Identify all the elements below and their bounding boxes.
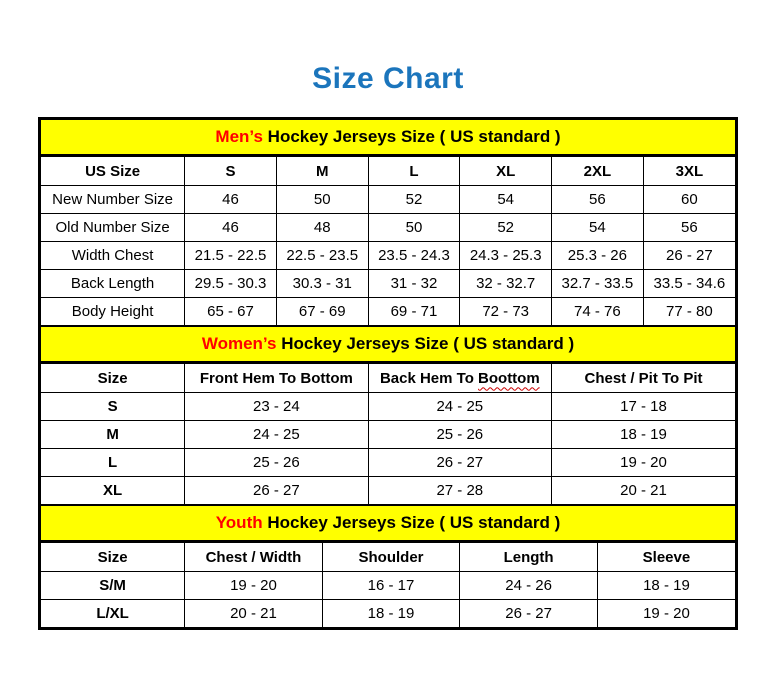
banner-youth-highlight: Youth <box>215 513 263 532</box>
youth-header-cell: Shoulder <box>322 543 460 572</box>
mens-cell: 60 <box>643 186 735 214</box>
mens-cell: 30.3 - 31 <box>276 270 368 298</box>
banner-womens-text: Hockey Jerseys Size ( US standard ) <box>276 334 575 353</box>
mens-cell: 23.5 - 24.3 <box>368 242 460 270</box>
youth-cell: 19 - 20 <box>597 600 735 628</box>
mens-cell: 56 <box>552 186 644 214</box>
womens-cell: 26 - 27 <box>185 477 368 505</box>
womens-row-label: S <box>41 393 185 421</box>
mens-cell: 54 <box>552 214 644 242</box>
mens-cell: 46 <box>185 186 277 214</box>
banner-mens-highlight: Men’s <box>215 127 263 146</box>
mens-row-label: Old Number Size <box>41 214 185 242</box>
mens-cell: 31 - 32 <box>368 270 460 298</box>
mens-cell: 52 <box>368 186 460 214</box>
womens-row <box>41 449 735 477</box>
mens-header-cell: 3XL <box>643 157 735 186</box>
womens-cell: 24 - 25 <box>368 393 551 421</box>
mens-cell: 50 <box>276 186 368 214</box>
womens-row-label: M <box>41 421 185 449</box>
youth-cell: 20 - 21 <box>185 600 323 628</box>
page-title: Size Chart <box>312 62 464 95</box>
banner-womens <box>41 325 735 363</box>
youth-row <box>41 600 735 628</box>
youth-header-cell: Chest / Width <box>185 543 323 572</box>
youth-row-label: S/M <box>41 572 185 600</box>
mens-header-cell: L <box>368 157 460 186</box>
womens-header-cell: Chest / Pit To Pit <box>552 364 735 393</box>
mens-table <box>41 156 735 325</box>
mens-cell: 72 - 73 <box>460 298 552 326</box>
banner-mens <box>41 120 735 156</box>
mens-cell: 32.7 - 33.5 <box>552 270 644 298</box>
youth-header-cell: Size <box>41 543 185 572</box>
youth-cell: 18 - 19 <box>597 572 735 600</box>
womens-cell: 26 - 27 <box>368 449 551 477</box>
mens-row-label: Back Length <box>41 270 185 298</box>
mens-row <box>41 242 735 270</box>
mens-cell: 22.5 - 23.5 <box>276 242 368 270</box>
mens-header-cell: US Size <box>41 157 185 186</box>
womens-cell: 18 - 19 <box>552 421 735 449</box>
mens-row-label: New Number Size <box>41 186 185 214</box>
mens-row-label: Body Height <box>41 298 185 326</box>
womens-cell: 20 - 21 <box>552 477 735 505</box>
womens-header-row <box>41 364 735 393</box>
mens-cell: 33.5 - 34.6 <box>643 270 735 298</box>
womens-cell: 24 - 25 <box>185 421 368 449</box>
womens-table <box>41 363 735 504</box>
mens-row <box>41 214 735 242</box>
mens-cell: 48 <box>276 214 368 242</box>
womens-cell: 23 - 24 <box>185 393 368 421</box>
mens-cell: 50 <box>368 214 460 242</box>
womens-cell: 19 - 20 <box>552 449 735 477</box>
womens-header-cell: Front Hem To Bottom <box>185 364 368 393</box>
misspelled-word: Boottom <box>478 369 540 387</box>
womens-row-label: XL <box>41 477 185 505</box>
womens-header-cell: Back Hem To Boottom <box>368 364 551 393</box>
mens-cell: 46 <box>185 214 277 242</box>
womens-cell: 17 - 18 <box>552 393 735 421</box>
banner-womens-highlight: Women’s <box>201 334 277 353</box>
mens-cell: 21.5 - 22.5 <box>185 242 277 270</box>
womens-row <box>41 393 735 421</box>
mens-row <box>41 186 735 214</box>
mens-header-cell: S <box>185 157 277 186</box>
womens-cell: 27 - 28 <box>368 477 551 505</box>
womens-cell: 25 - 26 <box>368 421 551 449</box>
youth-cell: 19 - 20 <box>185 572 323 600</box>
youth-row-label: L/XL <box>41 600 185 628</box>
mens-cell: 77 - 80 <box>643 298 735 326</box>
mens-cell: 25.3 - 26 <box>552 242 644 270</box>
youth-row <box>41 572 735 600</box>
mens-header-cell: 2XL <box>552 157 644 186</box>
mens-header-cell: XL <box>460 157 552 186</box>
mens-cell: 56 <box>643 214 735 242</box>
youth-cell: 16 - 17 <box>322 572 460 600</box>
banner-youth-text: Hockey Jerseys Size ( US standard ) <box>262 513 561 532</box>
youth-header-cell: Length <box>460 543 598 572</box>
mens-cell: 52 <box>460 214 552 242</box>
mens-cell: 24.3 - 25.3 <box>460 242 552 270</box>
mens-header-row <box>41 157 735 186</box>
youth-cell: 18 - 19 <box>322 600 460 628</box>
mens-cell: 74 - 76 <box>552 298 644 326</box>
womens-row <box>41 421 735 449</box>
mens-row-label: Width Chest <box>41 242 185 270</box>
womens-cell: 25 - 26 <box>185 449 368 477</box>
youth-table <box>41 542 735 627</box>
mens-row <box>41 298 735 326</box>
womens-header-cell: Size <box>41 364 185 393</box>
mens-cell: 29.5 - 30.3 <box>185 270 277 298</box>
banner-mens-text: Hockey Jerseys Size ( US standard ) <box>262 127 561 146</box>
mens-row <box>41 270 735 298</box>
banner-youth <box>41 504 735 542</box>
mens-cell: 69 - 71 <box>368 298 460 326</box>
youth-cell: 26 - 27 <box>460 600 598 628</box>
mens-cell: 65 - 67 <box>185 298 277 326</box>
womens-row <box>41 477 735 505</box>
womens-row-label: L <box>41 449 185 477</box>
youth-header-row <box>41 543 735 572</box>
mens-cell: 26 - 27 <box>643 242 735 270</box>
mens-header-cell: M <box>276 157 368 186</box>
size-chart <box>38 117 738 630</box>
mens-cell: 32 - 32.7 <box>460 270 552 298</box>
mens-cell: 67 - 69 <box>276 298 368 326</box>
youth-cell: 24 - 26 <box>460 572 598 600</box>
youth-header-cell: Sleeve <box>597 543 735 572</box>
mens-cell: 54 <box>460 186 552 214</box>
